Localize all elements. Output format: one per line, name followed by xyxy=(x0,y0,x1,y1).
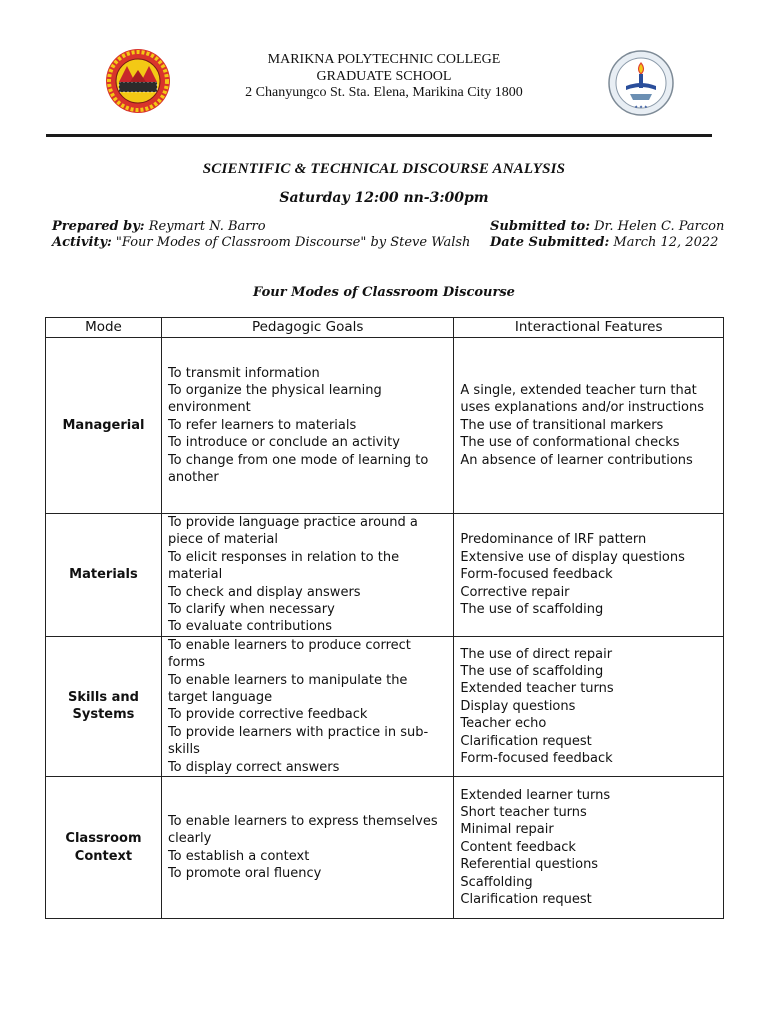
goal-item: To evaluate contributions xyxy=(167,619,333,635)
feature-item: Corrective repair xyxy=(460,584,570,600)
meta-right xyxy=(490,219,724,251)
feature-item: Minimal repair xyxy=(460,822,554,838)
feature-item: Clarification request xyxy=(460,892,592,908)
goal-item: To refer learners to materials xyxy=(167,417,357,433)
table-row xyxy=(46,636,724,776)
activity-line xyxy=(52,235,470,251)
submitted-to-line xyxy=(490,219,724,235)
feature-item: The use of scaffolding xyxy=(460,602,604,618)
goal-item: To promote oral fluency xyxy=(167,866,322,881)
feature-item: A single, extended teacher turn that uses explanations and/or instructions xyxy=(460,382,705,416)
submitted-to-label: Submitted to: xyxy=(490,219,590,234)
meta-left xyxy=(52,219,470,251)
goal-item: To enable learners to express themselves clearly xyxy=(167,813,438,847)
feature-item: Clarification request xyxy=(460,733,592,749)
mode-label: Classroom xyxy=(65,831,142,847)
goal-item: To transmit information xyxy=(167,365,320,381)
mode-label: Materials xyxy=(69,567,138,583)
mode-label: Systems xyxy=(72,707,135,723)
mode-cell xyxy=(46,777,162,919)
goal-item: To organize the physical learning environment xyxy=(167,382,382,416)
table-header-row xyxy=(46,318,724,338)
prepared-by-label: Prepared by: xyxy=(52,219,145,234)
feature-item: The use of transitional markers xyxy=(460,417,664,433)
table-row xyxy=(46,338,724,514)
goals-cell xyxy=(161,777,453,919)
institution-name: MARIKNA POLYTECHNIC COLLEGE xyxy=(267,52,501,67)
feature-item: The use of conformational checks xyxy=(460,435,680,451)
mode-label: Managerial xyxy=(62,417,145,433)
feature-item: Form-focused feedback xyxy=(460,750,613,766)
svg-text:★ ★ ★: ★ ★ ★ xyxy=(634,104,648,109)
column-header-goals: Pedagogic Goals xyxy=(161,318,453,338)
mode-cell xyxy=(46,338,162,514)
feature-item: The use of direct repair xyxy=(460,646,613,662)
submitted-to-value: Dr. Helen C. Parcon xyxy=(590,219,725,234)
mode-cell xyxy=(46,636,162,776)
feature-item: Extended teacher turns xyxy=(460,681,614,697)
goal-item: To provide learners with practice in sub-skills xyxy=(167,724,429,758)
goal-item: To check and display answers xyxy=(167,584,361,600)
feature-item: Extensive use of display questions xyxy=(460,549,685,565)
goal-item: To clarify when necessary xyxy=(167,602,335,618)
goal-item: To elicit responses in relation to the material xyxy=(167,549,400,583)
feature-item: Predominance of IRF pattern xyxy=(460,532,647,548)
discourse-modes-table xyxy=(45,317,724,919)
feature-item: The use of scaffolding xyxy=(460,663,604,679)
activity-label: Activity: xyxy=(52,235,112,250)
date-submitted-label: Date Submitted: xyxy=(490,235,610,250)
table-row xyxy=(46,514,724,637)
column-header-features: Interactional Features xyxy=(454,318,724,338)
goal-item: To introduce or conclude an activity xyxy=(167,435,400,451)
feature-item: Scaffolding xyxy=(460,874,533,890)
prepared-by-value: Reymart N. Barro xyxy=(144,219,266,234)
feature-item: Referential questions xyxy=(460,857,599,873)
feature-item: Content feedback xyxy=(460,839,576,855)
document-title: SCIENTIFIC & TECHNICAL DISCOURSE ANALYSIS xyxy=(202,161,566,177)
goal-item: To provide corrective feedback xyxy=(167,707,368,723)
goal-item: To establish a context xyxy=(167,848,310,864)
feature-item: Form-focused feedback xyxy=(460,567,613,583)
features-cell xyxy=(454,338,724,514)
table-caption: Four Modes of Classroom Discourse xyxy=(253,285,515,300)
goal-item: To change from one mode of learning to another xyxy=(167,452,429,486)
school-name: GRADUATE SCHOOL xyxy=(316,68,452,84)
date-submitted-line xyxy=(490,235,724,251)
goals-cell xyxy=(161,514,453,637)
address: 2 Chanyungco St. Sta. Elena, Marikina City 1800 xyxy=(245,85,523,100)
date-submitted-value: March 12, 2022 xyxy=(609,235,719,250)
goals-cell xyxy=(161,338,453,514)
prepared-by-line xyxy=(52,219,470,235)
feature-item: Short teacher turns xyxy=(460,805,587,821)
table-row xyxy=(46,777,724,919)
features-cell xyxy=(454,777,724,919)
letterhead xyxy=(0,52,768,102)
column-header-mode: Mode xyxy=(46,318,162,338)
goal-item: To display correct answers xyxy=(167,759,340,775)
header-divider xyxy=(46,134,712,137)
feature-item: Extended learner turns xyxy=(460,787,611,803)
feature-item: Teacher echo xyxy=(460,716,547,732)
mode-cell xyxy=(46,514,162,637)
feature-item: Display questions xyxy=(460,698,576,714)
feature-item: An absence of learner contributions xyxy=(460,452,693,468)
mode-label: Skills and xyxy=(67,690,139,706)
goal-item: To provide language practice around a piece of material xyxy=(167,515,418,548)
activity-value: "Four Modes of Classroom Discourse" by Steve Walsh xyxy=(111,235,471,250)
mode-label: Context xyxy=(74,848,133,864)
features-cell xyxy=(454,514,724,637)
class-schedule: Saturday 12:00 nn-3:00pm xyxy=(279,190,489,206)
features-cell xyxy=(454,636,724,776)
goal-item: To enable learners to manipulate the target language xyxy=(167,672,408,706)
goal-item: To enable learners to produce correct forms xyxy=(167,637,411,671)
goals-cell xyxy=(161,636,453,776)
